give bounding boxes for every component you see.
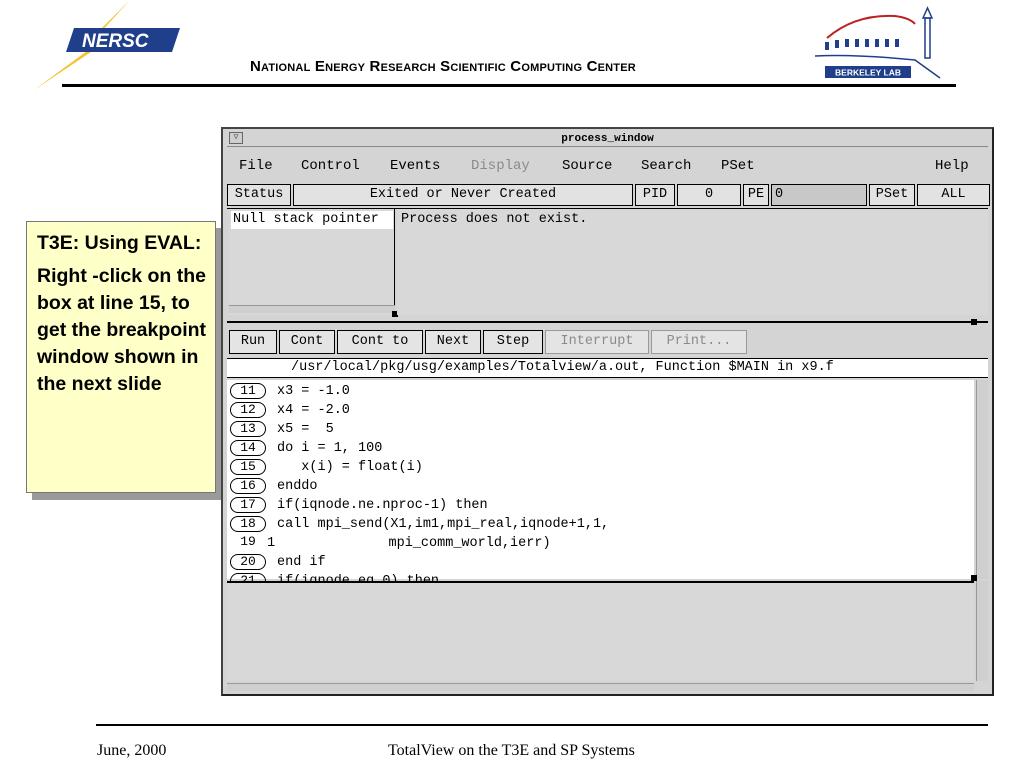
status-label: Status [227, 184, 291, 206]
footer-date: June, 2000 [97, 742, 167, 759]
source-line [227, 534, 974, 553]
breakpoint-box[interactable]: 20 [230, 554, 266, 570]
source-code: x(i) = float(i) [277, 460, 423, 475]
lower-hscrollbar[interactable] [227, 683, 974, 691]
svg-text:BERKELEY LAB: BERKELEY LAB [835, 67, 901, 78]
pe-label: PE [743, 184, 769, 206]
svg-text:NERSC: NERSC [82, 31, 149, 52]
breakpoint-box[interactable]: 16 [230, 478, 266, 494]
menu-bar [227, 155, 988, 177]
pe-input[interactable]: 0 [771, 184, 867, 206]
line-number: 19 [240, 534, 256, 549]
source-vscrollbar[interactable] [976, 380, 988, 579]
step-button[interactable]: Step [483, 330, 543, 354]
cont-button[interactable]: Cont [279, 330, 335, 354]
cont-to-button[interactable]: Cont to [337, 330, 423, 354]
pset-value[interactable]: ALL [917, 184, 990, 206]
menu-source[interactable]: Source [562, 158, 613, 174]
menu-pset[interactable]: PSet [721, 158, 755, 174]
source-line [227, 477, 974, 496]
header-rule [62, 84, 956, 87]
menu-help[interactable]: Help [935, 158, 969, 174]
footer-rule [96, 724, 988, 726]
pid-value: 0 [677, 184, 741, 206]
pset-label: PSet [869, 184, 915, 206]
source-code: x4 = -2.0 [277, 403, 350, 418]
callout-body: Right -click on the box at line 15, to get the breakpoint window shown in the next slide [37, 265, 207, 395]
breakpoint-box[interactable]: 11 [230, 383, 266, 399]
source-line [227, 382, 974, 401]
menu-control[interactable]: Control [301, 158, 360, 174]
breakpoint-box[interactable]: 12 [230, 402, 266, 418]
stack-frame-pane [397, 209, 988, 315]
menu-display[interactable]: Display [471, 158, 530, 174]
source-code-pane [227, 380, 974, 579]
stack-hscrollbar[interactable] [229, 305, 395, 313]
source-line [227, 553, 974, 572]
control-button-bar [227, 329, 988, 355]
lower-pane [227, 581, 974, 681]
window-titlebar[interactable] [227, 131, 988, 147]
run-button[interactable]: Run [229, 330, 277, 354]
next-button[interactable]: Next [425, 330, 481, 354]
breakpoint-box[interactable]: 13 [230, 421, 266, 437]
process-message: Process does not exist. [401, 212, 588, 227]
footer-title: TotalView on the T3E and SP Systems [388, 742, 635, 759]
status-value: Exited or Never Created [293, 184, 633, 206]
source-line [227, 496, 974, 515]
nersc-logo [30, 0, 190, 90]
source-line [227, 458, 974, 477]
breakpoint-box-line-15[interactable]: 15 [230, 459, 266, 475]
breakpoint-box[interactable]: 17 [230, 497, 266, 513]
pane-separator-2 [227, 321, 988, 323]
source-code: end if [277, 555, 326, 570]
stack-trace-pane [229, 209, 395, 315]
stack-frame-item[interactable]: Null stack pointer [231, 211, 393, 229]
lower-vscrollbar[interactable] [976, 581, 988, 681]
source-code: 1 mpi_comm_world,ierr) [267, 536, 551, 551]
window-menu-icon[interactable]: ▽ [229, 132, 243, 144]
callout-heading: T3E: Using EVAL: [37, 232, 202, 254]
pid-label: PID [635, 184, 675, 206]
pane-sash-handle-2[interactable] [971, 319, 977, 325]
breakpoint-box[interactable]: 18 [230, 516, 266, 532]
berkeley-lab-logo [815, 4, 945, 82]
source-path-bar [227, 358, 988, 378]
menu-file[interactable]: File [239, 158, 273, 174]
header-title: National Energy Research Scientific Computing Center [250, 58, 636, 75]
callout-box [26, 221, 216, 493]
status-bar [227, 184, 988, 206]
source-line [227, 420, 974, 439]
source-code: call mpi_send(X1,im1,mpi_real,iqnode+1,1, [277, 517, 610, 532]
source-line [227, 515, 974, 534]
source-code: do i = 1, 100 [277, 441, 383, 456]
source-code: x3 = -1.0 [277, 384, 350, 399]
window-title: process_window [561, 133, 654, 145]
source-code: if(iqnode.ne.nproc-1) then [277, 498, 488, 513]
source-path: /usr/local/pkg/usg/examples/Totalview/a.out, Function $MAIN in x9.f [291, 360, 834, 375]
interrupt-button[interactable]: Interrupt [545, 330, 649, 354]
source-code: x5 = 5 [277, 422, 334, 437]
source-code: enddo [277, 479, 318, 494]
source-line [227, 439, 974, 458]
source-line [227, 401, 974, 420]
breakpoint-box[interactable]: 14 [230, 440, 266, 456]
process-window [221, 127, 994, 696]
menu-search[interactable]: Search [641, 158, 692, 174]
menu-events[interactable]: Events [390, 158, 441, 174]
print-button[interactable]: Print... [651, 330, 747, 354]
